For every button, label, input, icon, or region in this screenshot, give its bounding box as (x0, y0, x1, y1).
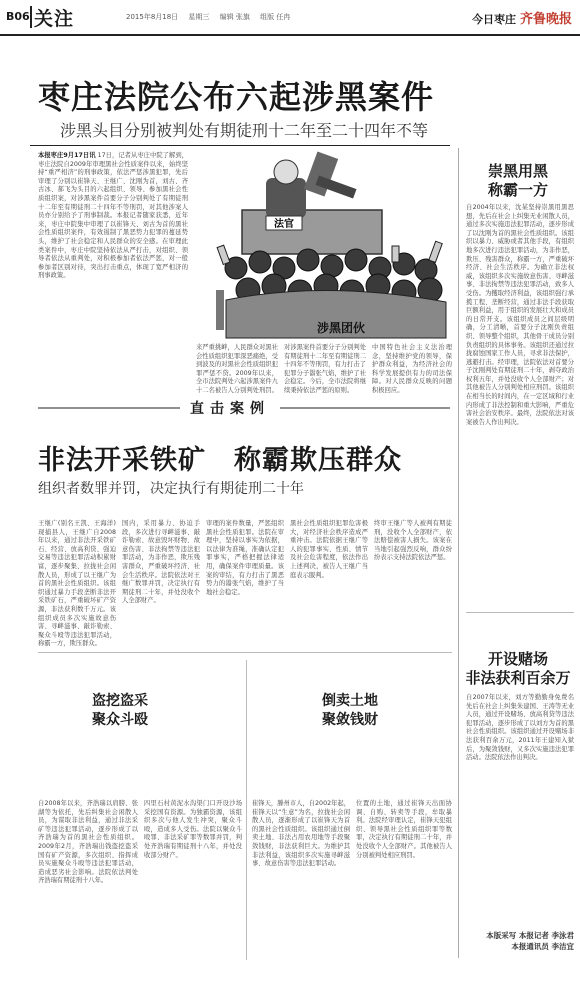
brand-name: 齐鲁晚报 (519, 12, 572, 27)
headline-rule (30, 145, 450, 146)
sub1-text-b: 四里石村黄泥水沟渠门口开设沙场采挖国有资源。为独霸资源，该组织多次与他人发生冲突，聚众斗殴，造成多人受伤。法院以聚众斗殴罪、非法采矿罪等数罪并罚，判处齐浩瑞有期徒刑十八年，并处没收部分财产。 (144, 800, 242, 859)
right-head-2-line2: 非法获利百余万 (465, 669, 571, 687)
issue-layout: 组版 任冉 (260, 13, 291, 21)
sub2-head-line2: 聚敛钱财 (322, 712, 378, 728)
sub1-head-line1: 盗挖盗采 (92, 693, 148, 709)
right-head-2-line1: 开设赌场 (487, 650, 548, 668)
right-rule (466, 612, 574, 613)
sub-divider (246, 660, 247, 960)
brand-prefix: 今日枣庄 (471, 13, 516, 26)
main-intro-text: 17日，记者从枣庄中院了解到，枣庄法院自2009年审理黑社会性质案件以来，始终坚持“重严相济”的刑事政策，依法严惩涉黑犯罪，先后审理了分别以崔锋天、王继广、沈刚为首，刘古、齐古冰、郝飞为头目的六起组织、领导、参加黑社会性质组织案，对涉黑案件首要分子分别判处了有期徒刑十二年至有期徒刑二十四年不等刑罚，对其他涉案人员亦分别给予了刑事制裁。本报记者随家获悉，近年来，枣庄中院集中审理了以崔锋天、刘古为首的黑社会性质组织案件，有效遏制了黑恶势力犯罪的蔓延势头，维护了社会稳定和人民群众的安全感。在审理此类案件中，枣庄中院坚持依法从严打击，对组织、领导者依法从重判处，对积极参加者依法严惩，对一般参加者区别对待，突出打击重点，体现了宽严相济的刑事政策。 (38, 152, 188, 280)
main-headline: 枣庄法院公布六起涉黑案件 (38, 78, 435, 116)
sub2-head (290, 692, 410, 730)
sub1-head (60, 692, 180, 730)
right-head-2 (462, 650, 574, 688)
case-headline: 非法开采铁矿 称霸欺压群众 (38, 445, 402, 476)
case-col-5: 终审王继广等人被判有期徒刑，没收个人全部财产，依法赔偿被害人损失。该案在当地引起强烈反响，群众纷纷表示支持法院依法严惩。 (374, 520, 452, 562)
case-col-2: 国内，采用暴力、协迫手段，多次进行寻衅滋事、敲诈勒索、故意毁坏财物、故意伤害、非法拘禁等违法犯罪活动，为非作恶，欺压残害群众，严重破坏经济、社会生活秩序。法院依法对王继广数罪并罚，决定执行有期徒刑二十年，并处没收个人全部财产。 (122, 520, 200, 605)
case-subheadline: 组织者数罪并罚，决定执行有期徒刑二十年 (38, 481, 304, 497)
main-subheadline: 涉黑头目分别被判处有期徒刑十二年至二十四年不等 (60, 121, 429, 140)
sub1-text-a: 自2008年以来，齐浩瑞以肩膀、张湖等为依托，先后纠集社会闲散人员，为谋取非法利益，通过非法采矿等违法犯罪活动，逐步形成了以齐浩瑞为首的黑社会性质组织。2009年2月，齐浩瑞出钱盗挖盗采国有矿产资源，多次组织、指挥成员实施聚众斗殴等违法犯罪活动，造成恶劣社会影响。法院依法判处齐浩瑞有期徒刑十八年。 (38, 800, 138, 885)
page-number: B06 (6, 10, 30, 23)
main-byline: 本报枣庄9月17日讯 (38, 152, 96, 159)
right-article-1: 自2004年以来，沈某坚持崇黑用黑思想，先后在社会上纠集无业闲散人员，通过多次实施违法犯罪活动，逐步形成了以沈刚为首的黑社会性质组织。该组织以暴力、威胁或者其他手段，有组织地多次进行违法犯罪活动，为非作恶，欺压、残害群众，称霸一方，严重破坏经济、社会生活秩序。为确立非法权威，该组织多次实施故意伤害、寻衅滋事、非法拘禁等违法犯罪活动，致多人受伤。为攫取经济利益，该组织强行承揽工程、垄断经营，通过非法手段获取巨额利益，用于组织的发展壮大和成员的日常开支。该组织成员之间层级明确，分工清晰，首要分子沈刚负责组织、领导整个组织，其他骨干成员分别负责组织的具体事务。该组织还通过拉拢腐蚀国家工作人员，寻求非法保护，逃避打击。经审理，法院依法对首要分子沈刚判处有期徒刑二十年，剥夺政治权利五年，并处没收个人全部财产；对其他被告人分别判处相应刑罚。该组织在相当长的时间内，在一定区域和行业内形成了非法控制和重大影响，严重危害社会治安秩序。最终，法院依法对该案被告人作出判决。 (466, 204, 574, 426)
credits-writer: 本版采写 本报记者 李泳君 (486, 931, 574, 940)
sub2-head-line1: 倒卖土地 (322, 693, 378, 709)
sub1-head-line2: 聚众斗殴 (92, 712, 148, 728)
court-label: 法官 (274, 219, 294, 230)
main-article-col3: 对涉黑案件首要分子分别判处有期徒刑十二年至有期徒刑二十四年不等刑罚，有力打击了犯罪分子嚣张气焰，维护了社会稳定。今后，全市法院将继续秉持依法严惩的原则。 (284, 344, 366, 394)
right-head-1-line1: 崇黑用黑 (487, 162, 548, 180)
right-head-1 (462, 162, 574, 200)
main-article-col4: 中国特色社会主义法治理念，坚持维护党的领导，保护群众利益，为经济社会的科学发展提供有力的司法保障。对人民群众反映的问题积极回应。 (372, 344, 452, 394)
case-rule (38, 652, 452, 653)
case-col-3: 审理的案件数量，严惩组织黑社会性质犯罪。法院在审理中，坚持以事实为依据，以法律为准绳，准确认定犯罪事实，严格把握法律适用，确保案件审理质量。该案的审结，有力打击了黑恶势力的嚣张气焰，维护了当地社会稳定。 (206, 520, 284, 596)
section-title: 关注 (34, 8, 75, 30)
issue-weekday: 星期三 (188, 13, 210, 21)
credits (466, 930, 574, 952)
case-col-1: 王继广(别名王凯、王海洋)现捕县人，王继广自2008年以来，通过非法开采铁矿石、经营、放高利贷、强迫交易等违法犯罪活动积累财富，逐步聚集、拉拢社会闲散人员，形成了以王继广为首的黑社会性质组织。该组织通过暴力手段垄断非法开采铁矿石，严重破坏矿产资源，非法获利数千万元。该组织成员多次实施故意伤害、寻衅滋事、敲诈勒索、聚众斗殴等违法犯罪活动，称霸一方，欺压群众。 (38, 520, 116, 648)
credits-correspondent: 本报通讯员 李洁宜 (511, 942, 574, 951)
newspaper-brand (472, 8, 572, 27)
main-article-intro (38, 152, 188, 380)
gang-label: 涉黑团伙 (316, 321, 366, 335)
right-head-1-line2: 称霸一方 (487, 181, 548, 199)
section-divider (30, 6, 32, 28)
right-article-2: 自2007年以来，刘方等勤勤身免费名先后在社会上纠集朱建国、王涛等无业人员，通过开设赌场、放高利贷等违法犯罪活动，逐步形成了以刘方为首的黑社会性质组织。该组织通过开设赌场非法获利百余万元，2011年王建知入狱后，为聚敛钱财，又多次实施违法犯罪活动。法院依法作出判决。 (466, 694, 574, 762)
main-article-col2: 来严重挑衅，人民群众对黑社会性质组织犯罪深恶痛绝，受到波及的对黑社会性质组织犯罪严惩不贷。2009年以来，全市法院判处六起涉黑案件九十二名被告人分别判处刑罚。 (196, 344, 278, 394)
issue-editor: 编辑 张旗 (219, 13, 250, 21)
column-divider (458, 148, 459, 958)
sub2-text-b: 位置的土地，通过崔锋天出面协调、自购、转卖等手段，牟取暴利。法院经审理认定，崔锋天犯组织、领导黑社会性质组织罪等数罪，决定执行有期徒刑二十年，并处没收个人全部财产。其他被告人分别被判处相应刑罚。 (356, 800, 452, 859)
issue-meta (126, 12, 298, 22)
issue-date: 2015年8月18日 (126, 13, 179, 21)
sub2-text-a: 崔锋天，滕州市人，自2002年起，崔锋天以“生意”为名，拉拢社会闲散人员，逐渐形成了以崔锋天为首的黑社会性质组织。该组织通过倒卖土地、非法占用农用地等手段聚敛钱财，非法获利巨大。为维护其非法利益，该组织多次实施寻衅滋事、故意伤害等违法犯罪活动。 (252, 800, 350, 868)
cartoon-illustration (196, 150, 458, 338)
case-band-title: 直击案例 (180, 398, 280, 418)
case-col-4: 黑社会性质组织犯罪危害极大，对经济社会秩序造成严重冲击。法院依据王继广等人的犯罪事实、性质、情节及社会危害程度，依法作出上述判决，被告人王继广当庭表示服判。 (290, 520, 368, 579)
